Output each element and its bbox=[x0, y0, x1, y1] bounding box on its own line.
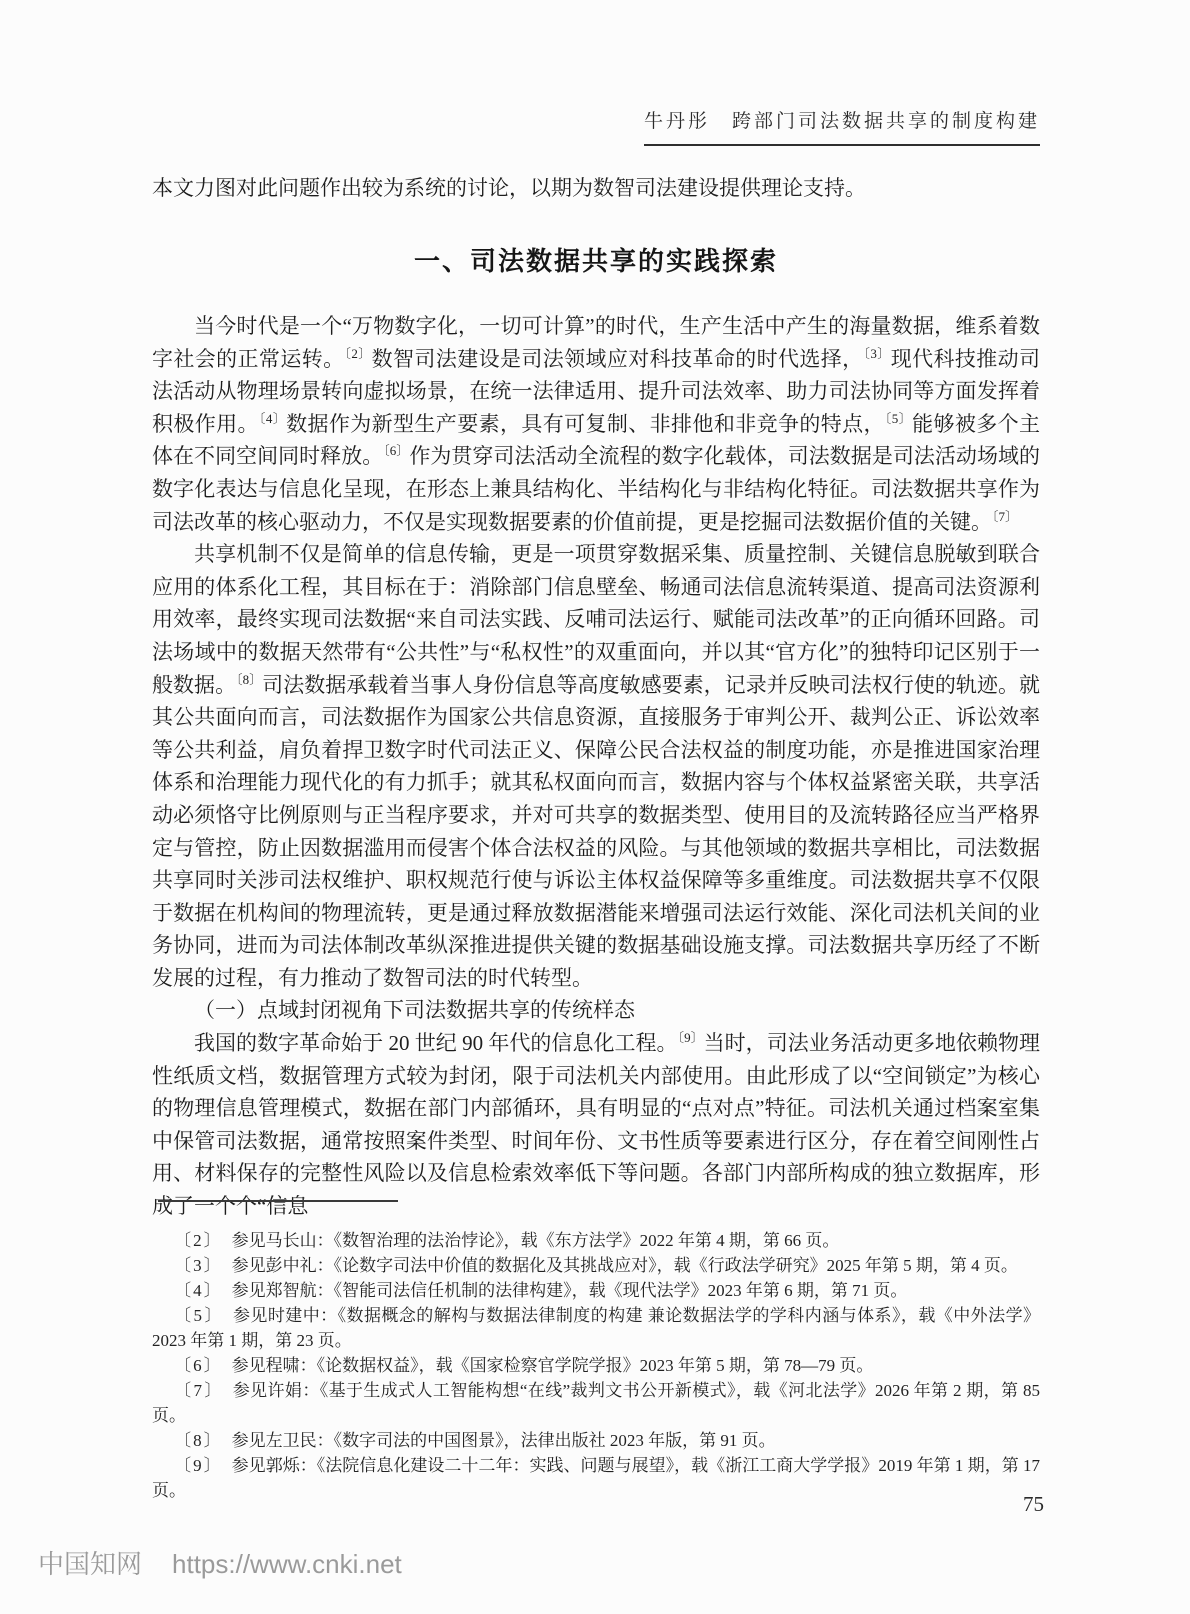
footnote-item-marker: 〔3〕 bbox=[174, 1256, 223, 1275]
footnote-item-text: 参见左卫民：《数字司法的中国图景》，法律出版社 2023 年版，第 91 页。 bbox=[231, 1431, 776, 1450]
footnote-item bbox=[152, 1428, 1040, 1453]
footnote-item bbox=[152, 1253, 1040, 1278]
footnote-marker: 〔8〕 bbox=[236, 671, 263, 687]
body-paragraph-3: 我国的数字革命始于 20 世纪 90 年代的信息化工程。$^{〔9〕}$当时，司法业务活动更多地依赖物理性纸质文档，数据管理方式较为封闭，限于司法机关内部使用。由此形成了以“空间锁定”为核心的物理信息管理模式，数据在部门内部循环，具有明显的“点对点”特征。司法机关通过档案室集中保管司法数据，通常按照案件类型、时间年份、文书性质等要素进行区分，存在着空间刚性占用、材料保存的完整性风险以及信息检索效率低下等问题。各部门内部所构成的独立数据库，形成了一个个“信息 bbox=[152, 1030, 1040, 1219]
footnote-item bbox=[152, 1278, 1040, 1303]
subsection-heading: （一）点域封闭视角下司法数据共享的传统样态 bbox=[194, 998, 635, 1023]
footnote-list bbox=[152, 1228, 1040, 1503]
footnote-item-text: 参见程啸：《论数据权益》，载《国家检察官学院学报》2023 年第 5 期，第 78—79 页。 bbox=[231, 1356, 874, 1375]
footnote-item-marker: 〔4〕 bbox=[174, 1281, 223, 1300]
footnote-item-text: 参见彭中礼：《论数字司法中价值的数据化及其挑战应对》，载《行政法学研究》2025 年第 5 期，第 4 页。 bbox=[231, 1256, 1018, 1275]
footnote-marker: 〔3〕 bbox=[863, 345, 891, 361]
running-header bbox=[644, 106, 1040, 146]
footnote-item-marker: 〔6〕 bbox=[174, 1356, 223, 1375]
footnote-item-text: 参见马长山：《数智治理的法治悖论》，载《东方法学》2022 年第 4 期，第 66 页。 bbox=[231, 1231, 840, 1250]
footnote-marker: 〔4〕 bbox=[258, 410, 287, 426]
footnote-item-text: 参见郭烁：《法院信息化建设二十二年：实践、问题与展望》，载《浙江工商大学学报》2019 年第 1 期，第 17 页。 bbox=[152, 1456, 1041, 1500]
footnote-separator-rule bbox=[158, 1200, 398, 1202]
footnote-item-text: 参见郑智航：《智能司法信任机制的法律构建》，载《现代法学》2023 年第 6 期，第 71 页。 bbox=[231, 1281, 908, 1300]
footnote-item-marker: 〔5〕 bbox=[174, 1306, 224, 1325]
intro-paragraph: 本文力图对此问题作出较为系统的讨论，以期为数智司法建设提供理论支持。 bbox=[152, 176, 866, 200]
cnki-url: https://www.cnki.net bbox=[172, 1549, 402, 1579]
footnote-item bbox=[152, 1353, 1040, 1378]
footnote-marker: 〔5〕 bbox=[884, 410, 913, 426]
footnote-item bbox=[152, 1303, 1040, 1353]
footnote-item bbox=[152, 1378, 1040, 1428]
section-title: 一、司法数据共享的实践探索 bbox=[413, 247, 778, 276]
footnote-item-text: 参见时建中：《数据概念的解构与数据法律制度的构建 兼论数据法学的学科内涵与体系》，载《中外法学》2023 年第 1 期，第 23 页。 bbox=[152, 1306, 1041, 1350]
running-title: 牛丹彤 跨部门司法数据共享的制度构建 bbox=[644, 106, 1040, 146]
footnote-item-marker: 〔2〕 bbox=[174, 1231, 223, 1250]
footnote-item bbox=[152, 1453, 1040, 1503]
cnki-brand: 中国知网 bbox=[38, 1549, 143, 1579]
body-paragraph-1: 当今时代是一个“万物数字化，一切可计算”的时代，生产生活中产生的海量数据，维系着数字社会的正常运转。$^{〔2〕}$数智司法建设是司法领域应对科技革命的时代选择，$^{〔3〕}$现代科技推动司法活动从物理场景转向虚拟场景，在统一法律适用、提升司法效率、助力司法协同等方面发挥着积极作用。$^{〔4〕}$数据作为新型生产要素，具有可复制、非排他和非竞争的特点，$^{〔5〕}$能够被多个主体在不同空间同时释放。$^{〔6〕}$作为贯穿司法活动全流程的数字化载体，司法数据是司法活动场域的数字化表达与信息化呈现，在形态上兼具结构化、半结构化与非结构化特征。司法数据共享作为司法改革的核心驱动力，不仅是实现数据要素的价值前提，更是挖掘司法数据价值的关键。$^{〔7〕}$ bbox=[152, 314, 1041, 534]
footnote-marker: 〔6〕 bbox=[383, 443, 410, 459]
footnote-marker: 〔7〕 bbox=[992, 508, 1019, 524]
article-body bbox=[152, 172, 1040, 1223]
footnote-item-marker: 〔8〕 bbox=[174, 1431, 223, 1450]
footnote-marker: 〔2〕 bbox=[344, 345, 372, 361]
footnote-item-text: 参见许娟：《基于生成式人工智能构想“在线”裁判文书公开新模式》，载《河北法学》2026 年第 2 期，第 85 页。 bbox=[152, 1381, 1041, 1425]
footnote-item-marker: 〔7〕 bbox=[174, 1381, 224, 1400]
footnote-item-marker: 〔9〕 bbox=[174, 1456, 223, 1475]
cnki-watermark-footer bbox=[38, 1544, 402, 1581]
page-number: 75 bbox=[1023, 1492, 1044, 1516]
footnotes-section bbox=[152, 1200, 1040, 1503]
footnote-item bbox=[152, 1228, 1040, 1253]
footnote-marker: 〔9〕 bbox=[677, 1030, 704, 1046]
body-paragraph-2: 共享机制不仅是简单的信息传输，更是一项贯穿数据采集、质量控制、关键信息脱敏到联合应用的体系化工程，其目标在于：消除部门信息壁垒、畅通司法信息流转渠道、提高司法资源利用效率，最终实现司法数据“来自司法实践、反哺司法运行、赋能司法改革”的正向循环回路。司法场域中的数据天然带有“公共性”与“私权性”的双重面向，并以其“官方化”的独特印记区别于一般数据。$^{〔8〕}$司法数据承载着当事人身份信息等高度敏感要素，记录并反映司法权行使的轨迹。就其公共面向而言，司法数据作为国家公共信息资源，直接服务于审判公开、裁判公正、诉讼效率等公共利益，肩负着捍卫数字时代司法正义、保障公民合法权益的制度功能，亦是推进国家治理体系和治理能力现代化的有力抓手；就其私权面向而言，数据内容与个体权益紧密关联，共享活动必须恪守比例原则与正当程序要求，并对可共享的数据类型、使用目的及流转路径应当严格界定与管控，防止因数据滥用而侵害个体合法权益的风险。与其他领域的数据共享相比，司法数据共享同时关涉司法权维护、职权规范行使与诉讼主体权益保障等多重维度。司法数据共享不仅限于数据在机构间的物理流转，更是通过释放数据潜能来增强司法运行效能、深化司法机关间的业务协同，进而为司法体制改革纵深推进提供关键的数据基础设施支撑。司法数据共享历经了不断发展的过程，有力推动了数智司法的时代转型。 bbox=[152, 542, 1040, 990]
